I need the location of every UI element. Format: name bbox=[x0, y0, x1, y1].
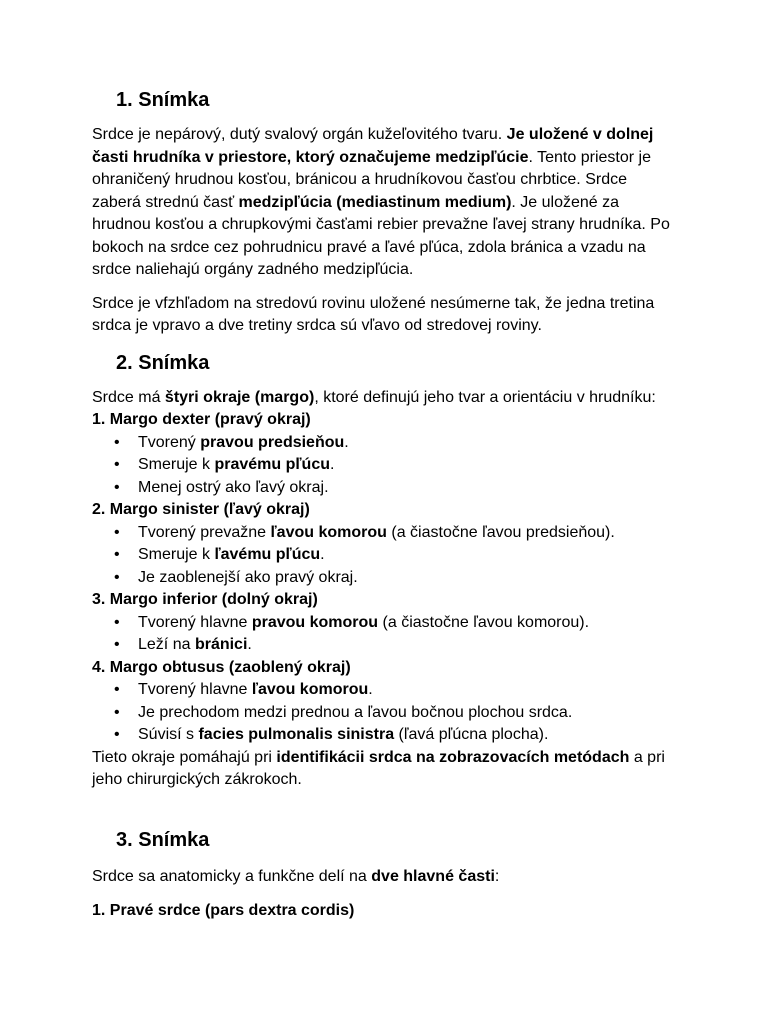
text-run: . Je uložené za hrudnou kosťou a chrupkovými časťami rebier prevažne ľavej strany hrudníka. Po bokoch na srdce cez pohrudnicu pravé a ľavé pľúca, zdola bránica a vzadu na srdce naliehajú orgány zadného medzipľúcia. bbox=[92, 193, 670, 278]
text-run: a pri jeho chirurgických zákrokoch. bbox=[92, 748, 665, 788]
bullet-list bbox=[92, 679, 676, 747]
list-item bbox=[92, 567, 676, 590]
bold-run: medzipľúcia (mediastinum medium) bbox=[238, 193, 512, 211]
text-run: Tvorený bbox=[138, 433, 201, 451]
margo-heading: 4. Margo obtusus (zaoblený okraj) bbox=[92, 658, 351, 676]
bold-run: dve hlavné časti bbox=[371, 867, 495, 885]
list-item bbox=[92, 454, 676, 477]
text-run: . Tento priestor je ohraničený hrudnou kosťou, bránicou a hrudníkovou časťou chrbtice. Srdce zaberá strednú časť bbox=[92, 148, 651, 211]
section-3-title: 3. Snímka bbox=[116, 828, 210, 851]
text-run: Srdce sa anatomicky a funkčne delí na bbox=[92, 867, 372, 885]
text-run: Je zaoblenejší ako pravý okraj. bbox=[138, 568, 358, 586]
text-run: (a čiastočne ľavou komorou). bbox=[378, 613, 590, 631]
text-run: . bbox=[368, 681, 373, 698]
list-item bbox=[92, 634, 676, 657]
list-item bbox=[92, 702, 676, 725]
list-item bbox=[92, 477, 676, 500]
section-2-outro bbox=[92, 747, 676, 792]
text-run: . bbox=[247, 636, 252, 653]
margo-heading: 1. Margo dexter (pravý okraj) bbox=[92, 411, 311, 428]
bold-run: Je uložené v dolnej časti hrudníka v priestore, ktorý označujeme medzipľúcie bbox=[92, 126, 654, 166]
bullet-list bbox=[92, 612, 676, 657]
list-item bbox=[92, 432, 676, 455]
section-1-paragraph-1 bbox=[92, 124, 676, 282]
bold-run: bránici bbox=[194, 636, 248, 653]
section-1-paragraph-2: Srdce je vfzhľadom na stredovú rovinu uložené nesúmerne tak, že jedna tretina srdca je vpravo a dve tretiny srdca sú vľavo od stredovej roviny. bbox=[92, 294, 655, 334]
bold-run: ľavému pľúcu bbox=[214, 546, 321, 563]
text-run: Tieto okraje pomáhajú pri bbox=[92, 748, 277, 766]
text-run: Tvorený hlavne bbox=[138, 681, 252, 698]
section-3-intro bbox=[92, 866, 676, 889]
text-run: (ľavá pľúcna plocha). bbox=[394, 726, 549, 743]
bold-run: štyri okraje (margo) bbox=[164, 388, 315, 406]
list-item bbox=[92, 522, 676, 545]
bold-run: pravému pľúcu bbox=[214, 456, 330, 473]
section-1-title: 1. Snímka bbox=[116, 89, 210, 111]
section-2-title: 2. Snímka bbox=[116, 351, 210, 374]
section-3-subheading: 1. Pravé srdce (pars dextra cordis) bbox=[92, 902, 355, 919]
bold-run: ľavou komorou bbox=[251, 681, 369, 698]
section-2-intro bbox=[92, 387, 676, 410]
bullet-list bbox=[92, 522, 676, 590]
list-item bbox=[92, 679, 676, 702]
text-run: Smeruje k bbox=[138, 546, 215, 563]
text-run: Tvorený hlavne bbox=[138, 613, 252, 631]
list-item bbox=[92, 544, 676, 567]
text-run: Tvorený prevažne bbox=[138, 523, 271, 541]
bold-run: ľavou komorou bbox=[270, 523, 387, 541]
text-run: . bbox=[320, 546, 325, 563]
bold-run: facies pulmonalis sinistra bbox=[198, 726, 395, 743]
text-run: Smeruje k bbox=[138, 456, 215, 473]
bold-run: pravou predsieňou bbox=[200, 433, 345, 451]
text-run: Srdce má bbox=[92, 388, 165, 406]
margo-heading: 2. Margo sinister (ľavý okraj) bbox=[92, 501, 310, 518]
text-run: . bbox=[344, 433, 349, 451]
text-run: , ktoré definujú jeho tvar a orientáciu v hrudníku: bbox=[314, 388, 656, 406]
bold-run: identifikácii srdca na zobrazovacích metódach bbox=[276, 748, 630, 766]
text-run: Menej ostrý ako ľavý okraj. bbox=[138, 478, 329, 496]
text-run: (a čiastočne ľavou predsieňou). bbox=[386, 523, 615, 541]
text-run: Je prechodom medzi prednou a ľavou bočnou plochou srdca. bbox=[138, 703, 573, 721]
text-run: Súvisí s bbox=[138, 726, 199, 743]
bold-run: pravou komorou bbox=[251, 613, 379, 631]
list-item bbox=[92, 724, 676, 747]
text-run: Srdce je nepárový, dutý svalový orgán kužeľovitého tvaru. bbox=[92, 126, 507, 143]
text-run: Leží na bbox=[138, 636, 195, 653]
list-item bbox=[92, 612, 676, 635]
text-run: : bbox=[494, 867, 500, 885]
text-run: . bbox=[330, 456, 335, 473]
bullet-list bbox=[92, 432, 676, 500]
margo-heading: 3. Margo inferior (dolný okraj) bbox=[92, 591, 318, 608]
